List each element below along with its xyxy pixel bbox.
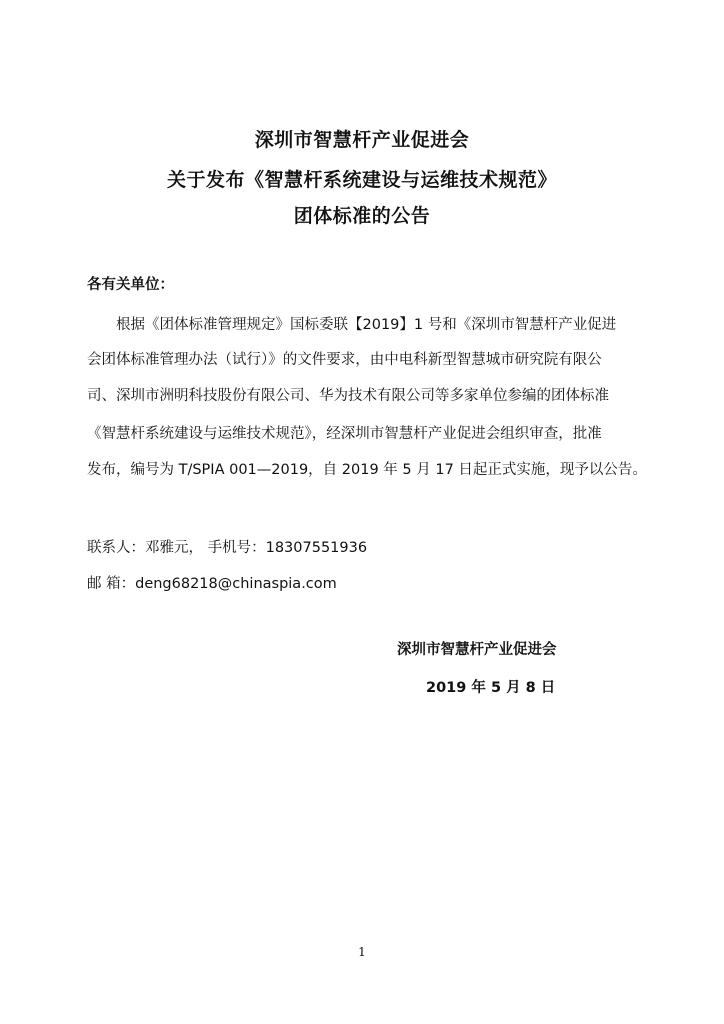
title-line-announcement: 团体标准的公告 (293, 205, 431, 227)
salutation: 各有关单位： (87, 277, 174, 293)
contact-email-line: 邮 箱：deng68218@chinaspia.com (87, 576, 337, 592)
body-line-5: 发布，编号为 T/SPIA 001—2019，自 2019 年 5 月 17 日起正式实施，现予以公告。 (87, 462, 647, 478)
title-line-organization: 深圳市智慧杆产业促进会 (254, 129, 470, 151)
signature-date: 2019 年 5 月 8 日 (426, 680, 556, 696)
title-line-subject: 关于发布《智慧杆系统建设与运维技术规范》 (166, 169, 557, 191)
body-line-4: 《智慧杆系统建设与运维技术规范》，经深圳市智慧杆产业促进会组织审查，批准 (87, 426, 602, 442)
signature-organization: 深圳市智慧杆产业促进会 (397, 642, 557, 658)
contact-person-line: 联系人：邓雅元， 手机号：18307551936 (87, 540, 368, 556)
body-line-3: 司、深圳市洲明科技股份有限公司、华为技术有限公司等多家单位参编的团体标准 (87, 388, 609, 404)
body-line-2: 会团体标准管理办法（试行）》的文件要求，由中电科新型智慧城市研究院有限公 (87, 352, 602, 368)
body-line-1: 根据《团体标准管理规定》国标委联【2019】1 号和《深圳市智慧杆产业促进 (116, 317, 617, 333)
page-number: 1 (358, 945, 366, 959)
